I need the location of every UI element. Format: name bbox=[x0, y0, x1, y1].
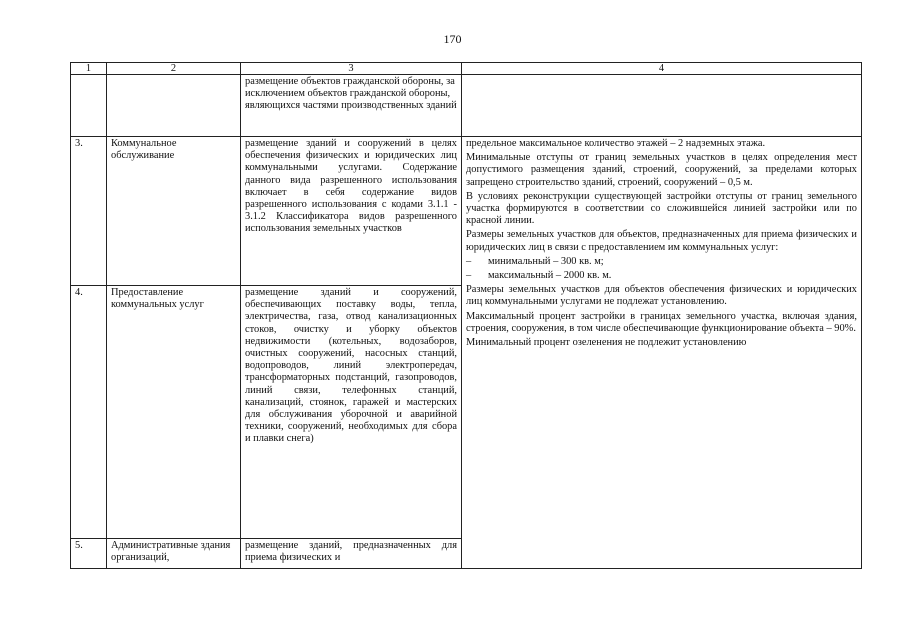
parameter-max-coverage: Максимальный процент застройки в границах земельного участка, включая здания, строения, сооружения, в том числе обеспечивающие функционирование объекта – 90%. bbox=[466, 310, 857, 334]
row-number: 3. bbox=[71, 137, 107, 286]
parameter-reconstruction-setbacks: В условиях реконструкции существующей застройки отступы от границ земельного участка формируются в соответствии со сложившейся линией застройки или по красной линии. bbox=[466, 190, 857, 227]
header-cell-3: 3 bbox=[241, 63, 462, 75]
zoning-table bbox=[70, 62, 862, 569]
header-cell-2: 2 bbox=[107, 63, 241, 75]
row-name: Предоставление коммунальных услуг bbox=[107, 286, 241, 539]
list-dash: – bbox=[466, 255, 472, 267]
parameter-min-greening: Минимальный процент озеленения не подлежит установлению bbox=[466, 337, 747, 349]
parameter-plot-sizes: Размеры земельных участков для объектов, предназначенных для приема физических и юридических лиц в связи с предоставлением им коммунальных услуг: bbox=[466, 229, 857, 253]
row-description: размещение зданий, предназначенных для приема физических и bbox=[241, 539, 462, 569]
list-item-text: минимальный – 300 кв. м; bbox=[488, 255, 604, 267]
row-name: Коммунальное обслуживание bbox=[107, 137, 241, 286]
row-number bbox=[71, 75, 107, 137]
list-item-text: максимальный – 2000 кв. м. bbox=[488, 270, 612, 282]
parameter-plot-sizes-not-set: Размеры земельных участков для объектов обеспечения физических и юридических лиц коммунальными услугами не подлежат установлению. bbox=[466, 284, 857, 308]
table-row bbox=[71, 137, 862, 286]
row-name: Административные здания организаций, bbox=[107, 539, 241, 569]
list-dash: – bbox=[466, 270, 472, 282]
page-number: 170 bbox=[443, 32, 462, 46]
table-header-row bbox=[71, 63, 862, 75]
row-parameters bbox=[462, 137, 862, 569]
parameter-min-setbacks: Минимальные отступы от границ земельных участков в целях определения мест допустимого размещения зданий, строений, сооружений, за пределами которых запрещено строительство зданий, строений, сооружений – 0,5 м. bbox=[466, 152, 857, 188]
list-item bbox=[466, 270, 857, 282]
header-cell-4: 4 bbox=[462, 63, 862, 75]
row-number: 5. bbox=[71, 539, 107, 569]
header-cell-1: 1 bbox=[71, 63, 107, 75]
parameter-floors: предельное максимальное количество этажей – 2 надземных этажа. bbox=[466, 138, 766, 149]
list-item bbox=[466, 256, 857, 268]
table-row bbox=[71, 75, 862, 137]
row-name bbox=[107, 75, 241, 137]
row-number: 4. bbox=[71, 286, 107, 539]
row-description: размещение зданий и сооружений, обеспечивающих поставку воды, тепла, электричества, газа, отвод канализационных стоков, очистку и уборку объектов недвижимости (котельных, водозаборов, очистных сооружений, насосных станций, водопроводов, линий электропередач, трансформаторных подстанций, газопроводов, линий связи, телефонных станций, канализаций, стоянок, гаражей и мастерских для обслуживания уборочной и аварийной техники, сооружений, необходимых для сбора и плавки снега) bbox=[241, 286, 462, 539]
row-description: размещение зданий и сооружений в целях обеспечения физических и юридических лиц коммунальными услугами. Содержание данного вида разрешенного использования включает в себя содержание видов разрешенного использования с кодами 3.1.1 - 3.1.2 Классификатора видов разрешенного использования земельных участков bbox=[241, 137, 462, 286]
row-description: размещение объектов гражданской обороны, за исключением объектов гражданской обороны, являющихся частями производственных зданий bbox=[241, 75, 462, 137]
row-parameters-empty bbox=[462, 75, 862, 137]
